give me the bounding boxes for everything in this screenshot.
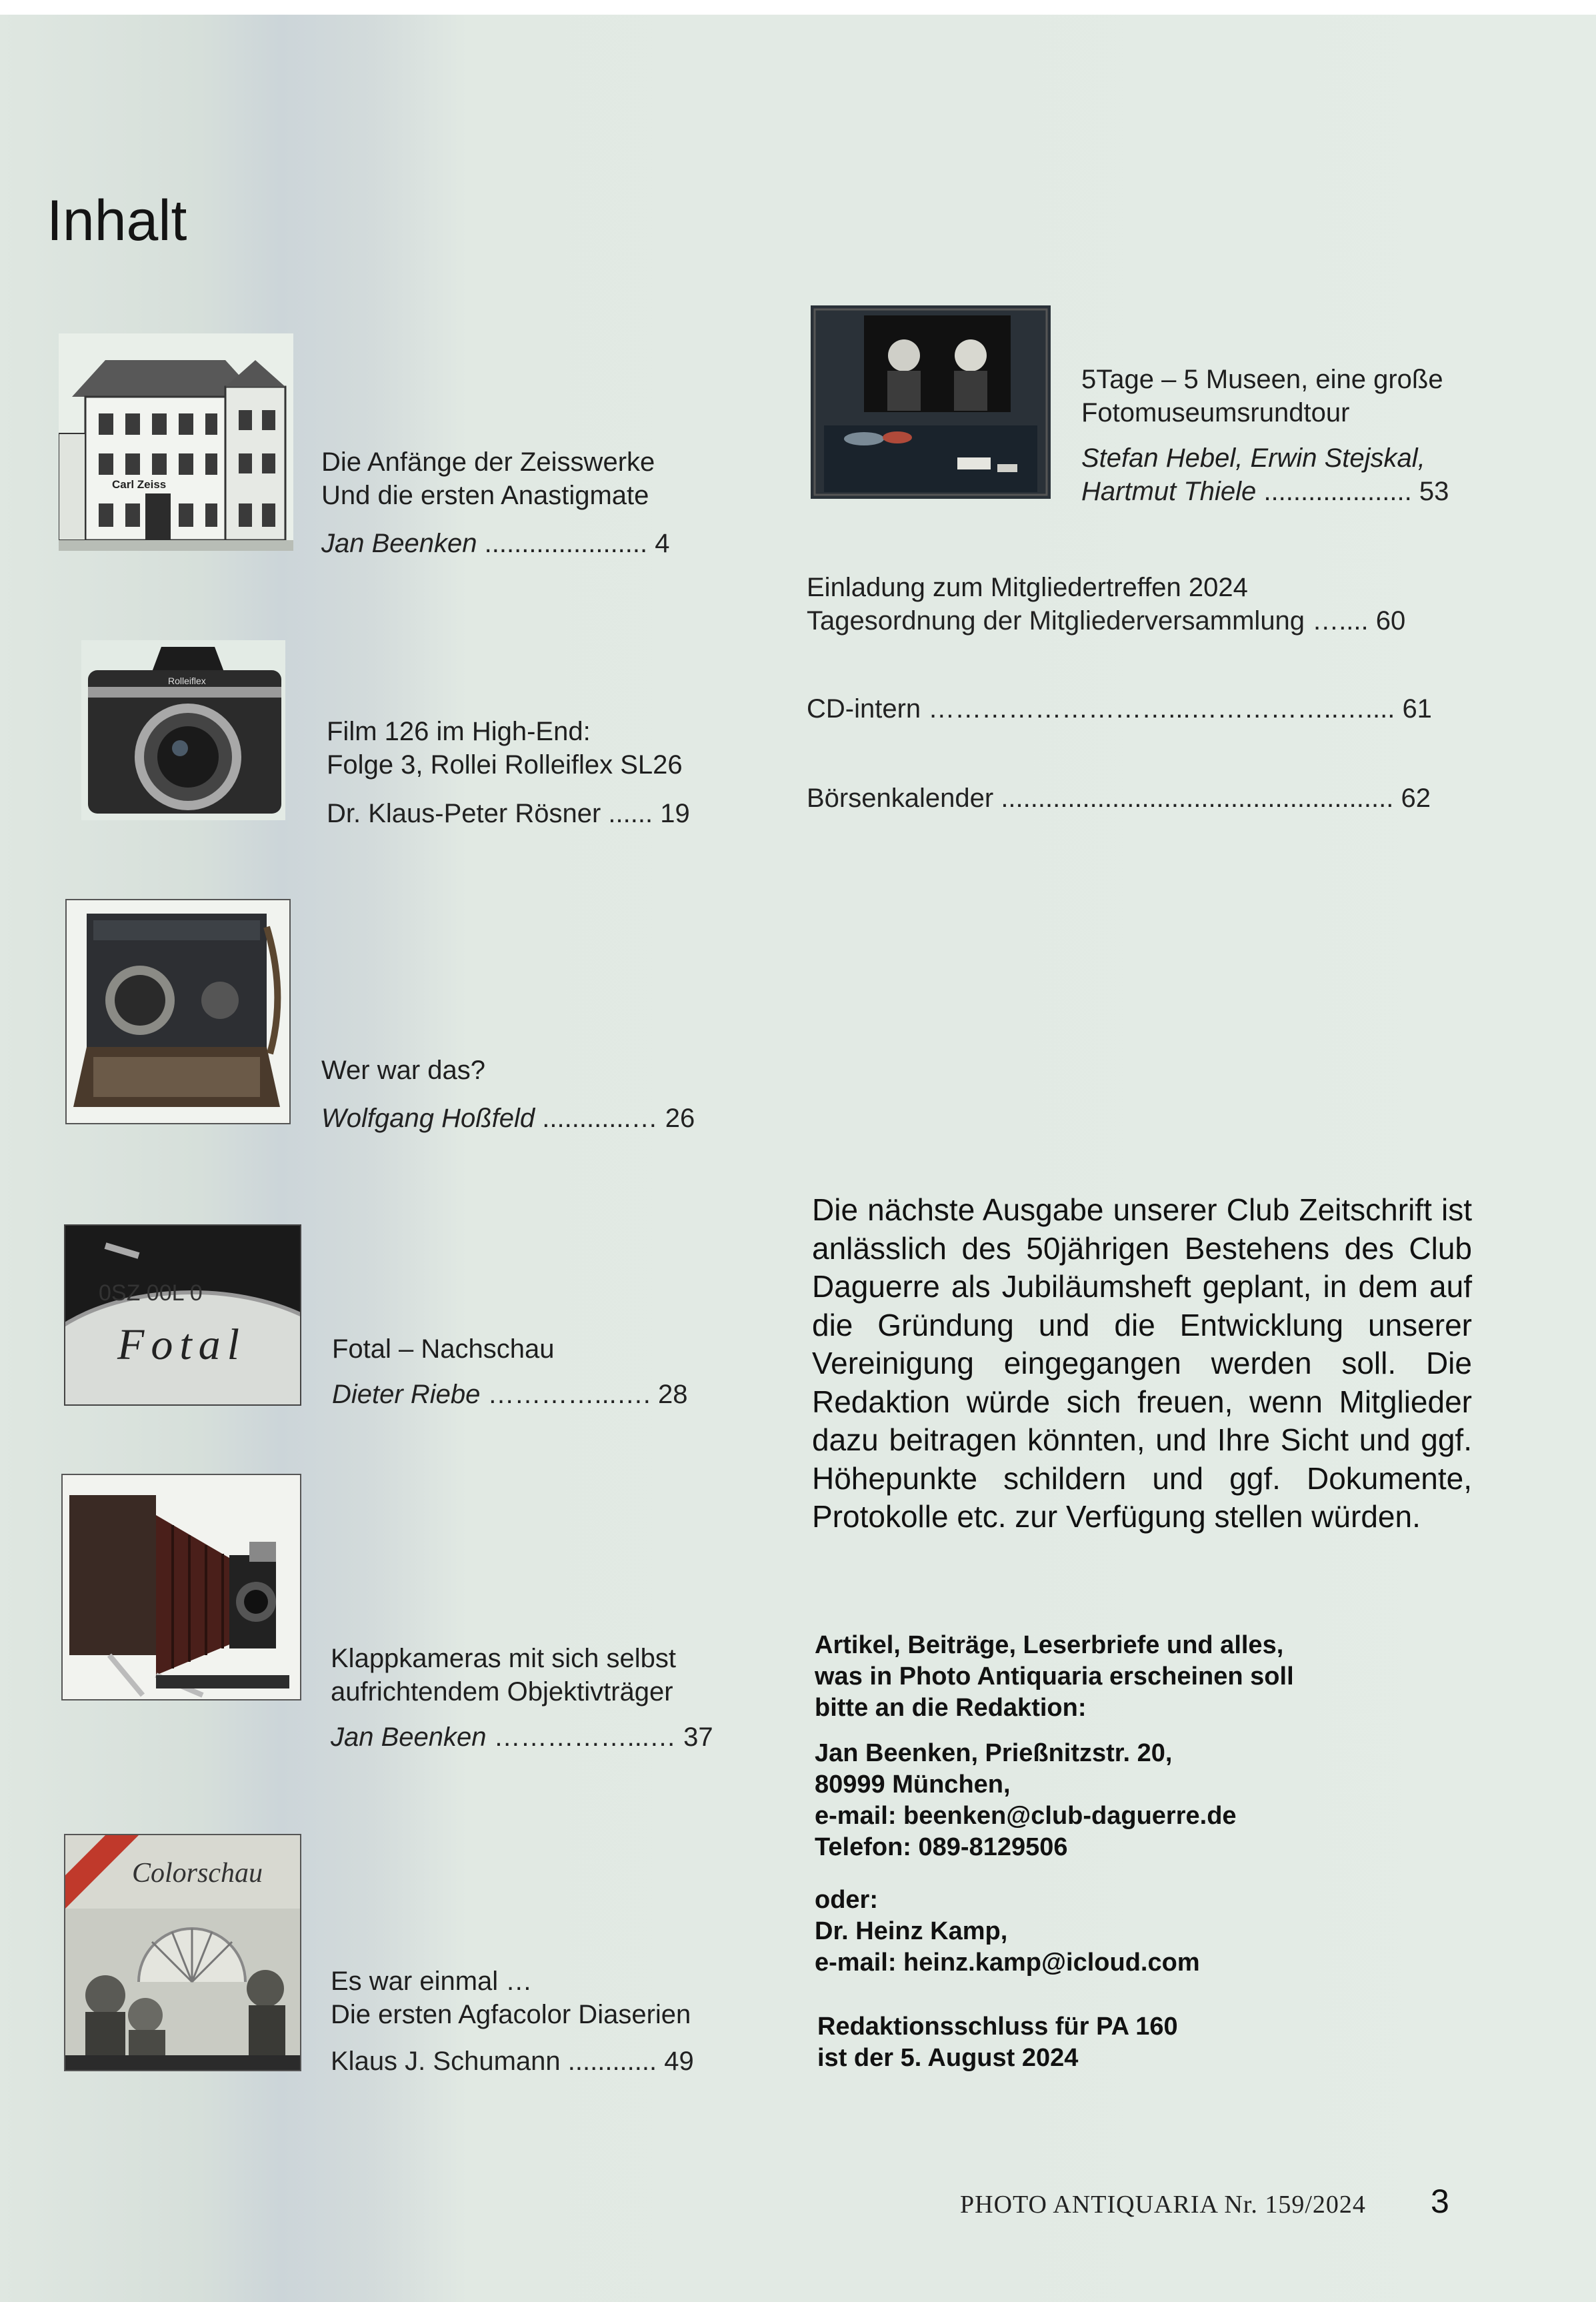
title-line: Fotomuseumsrundtour (1081, 398, 1350, 427)
contact-line: e-mail: beenken@club-daguerre.de (815, 1802, 1237, 1830)
colorschau-poster-photo (64, 1834, 301, 2071)
contact-line: e-mail: heinz.kamp@icloud.com (815, 1949, 1200, 1977)
zeiss-building-illustration (59, 333, 293, 551)
leader-dots: ............ (567, 2047, 657, 2076)
page-ref: 62 (1401, 784, 1431, 813)
toc-entry-2-byline (327, 797, 690, 830)
title-line: Fotal – Nachschau (332, 1334, 555, 1364)
author: Hartmut Thiele (1081, 477, 1257, 506)
fotal-engraving-text: Fotal (117, 1320, 246, 1369)
author: Klaus J. Schumann (331, 2047, 561, 2076)
contact-line: Dr. Heinz Kamp, (815, 1917, 1008, 1945)
rolleiflex-sl26-camera-photo (81, 640, 285, 820)
contact-or: oder: (815, 1886, 878, 1914)
toc-entry-5-title (331, 1642, 676, 1708)
editor-primary-contact (815, 1738, 1237, 1863)
toc-entry-3-byline (321, 1102, 695, 1135)
magazine-issue-footer: PHOTO ANTIQUARIA Nr. 159/2024 (960, 2191, 1366, 2219)
toc-entry-5-byline (331, 1720, 713, 1754)
page-ref: 28 (658, 1380, 688, 1409)
colorschau-title-text: Colorschau (132, 1858, 263, 1889)
contact-line: 80999 München, (815, 1771, 1011, 1799)
page-ref: 61 (1402, 694, 1432, 724)
title-line: 5Tage – 5 Museen, eine große (1081, 365, 1443, 394)
toc-entry-6-byline (331, 2045, 694, 2078)
leader-dots: ……………...… (493, 1722, 676, 1752)
folding-box-camera-photo (65, 899, 291, 1124)
next-issue-notice: Die nächste Ausgabe unserer Club Zeitschrift ist anlässlich des 50jährigen Bestehens des Club Daguerre als Jubiläumsheft geplant, in dem auf die Gründung und die Entwicklung unserer Vereinigung eingegangen werden soll. Die Redaktion würde sich freuen, wenn Mitglieder dazu beitragen könnten, und Ihre Sicht und ggf. Höhepunkte schildern und ggf. Dokumente, Protokolle etc. zur Verfügung stellen würden. (812, 1192, 1472, 1534)
toc-entry-3-title (321, 1054, 485, 1087)
page-ref: 53 (1419, 477, 1449, 506)
author-line: Stefan Hebel, Erwin Stejskal, (1081, 443, 1425, 473)
toc-entry-4-title (332, 1332, 555, 1366)
leader-dots: ...... (608, 799, 653, 828)
contact-line: was in Photo Antiquaria erscheinen soll (815, 1662, 1294, 1690)
toc-entry-right-1-authors (1081, 441, 1449, 508)
contact-line: bitte an die Redaktion: (815, 1694, 1087, 1722)
folding-bellows-camera-photo (61, 1474, 301, 1700)
scan-edge (0, 0, 1596, 15)
author: Jan Beenken (331, 1722, 487, 1752)
leader-dots: ............… (542, 1104, 658, 1133)
page-ref: 60 (1375, 606, 1406, 636)
toc-entry-6-title (331, 1965, 691, 2031)
title-line: Film 126 im High-End: (327, 717, 591, 746)
contact-line: Jan Beenken, Prießnitzstr. 20, (815, 1739, 1173, 1767)
page-ref: 49 (664, 2047, 694, 2076)
toc-entry-1-title (321, 445, 655, 512)
toc-entry-1-byline (321, 527, 670, 560)
page-ref: 26 (665, 1104, 695, 1133)
title-line: Klappkameras mit sich selbst (331, 1644, 676, 1673)
editorial-deadline (817, 2011, 1178, 2074)
author: Dieter Riebe (332, 1380, 481, 1409)
page-ref: 37 (683, 1722, 713, 1752)
toc-entry-right-2 (807, 571, 1405, 638)
title-line: Und die ersten Anastigmate (321, 481, 649, 510)
camera-brand-text: Rolleiflex (168, 676, 206, 686)
page-ref: 4 (655, 529, 670, 558)
leader-dots: ….... (1312, 606, 1369, 636)
zeiss-sign-text: Carl Zeiss (112, 478, 167, 491)
page-ref: 19 (660, 799, 690, 828)
museum-display-photo (811, 305, 1051, 499)
leader-dots: ………………………...……………..….... (928, 694, 1395, 724)
title-line: Folge 3, Rollei Rolleiflex SL26 (327, 750, 683, 780)
title-text: Börsenkalender (807, 784, 994, 813)
submission-info (815, 1630, 1294, 1724)
editor-secondary-contact (815, 1885, 1200, 1979)
contact-line: Telefon: 089-8129506 (815, 1833, 1068, 1861)
author: Dr. Klaus-Peter Rösner (327, 799, 601, 828)
page-number: 3 (1431, 2183, 1449, 2220)
toc-entry-4-byline (332, 1378, 688, 1411)
title-line-with-page (807, 604, 1405, 638)
toc-entry-right-1-title (1081, 363, 1443, 429)
title-line: aufrichtendem Objektivträger (331, 1677, 673, 1706)
toc-entry-right-3 (807, 692, 1432, 726)
title-line: Die ersten Agfacolor Diaserien (331, 2000, 691, 2029)
leader-dots: ..................................................... (1001, 784, 1394, 813)
author: Jan Beenken (321, 529, 477, 558)
toc-entry-right-4 (807, 782, 1431, 815)
fotal-lens-closeup-photo (64, 1224, 301, 1406)
leader-dots: ...................... (484, 529, 648, 558)
toc-entry-2-title (327, 715, 683, 782)
author: Wolfgang Hoßfeld (321, 1104, 535, 1133)
lens-scale-text: 0SZ 00L 0 (99, 1280, 203, 1306)
title-text: CD-intern (807, 694, 921, 724)
title-line: Einladung zum Mitgliedertreffen 2024 (807, 573, 1248, 602)
author-line-with-page (1081, 475, 1449, 508)
title-line: Die Anfänge der Zeisswerke (321, 447, 655, 477)
title-text: Tagesordnung der Mitgliederversammlung (807, 606, 1305, 636)
deadline-line: ist der 5. August 2024 (817, 2044, 1079, 2072)
contact-line: Artikel, Beiträge, Leserbriefe und alles, (815, 1631, 1284, 1659)
title-line: Wer war das? (321, 1056, 486, 1085)
title-line: Es war einmal … (331, 1967, 533, 1996)
leader-dots: …………...…. (487, 1380, 651, 1409)
page-title: Inhalt (47, 189, 187, 253)
leader-dots: .................... (1263, 477, 1412, 506)
deadline-line: Redaktionsschluss für PA 160 (817, 2013, 1178, 2041)
